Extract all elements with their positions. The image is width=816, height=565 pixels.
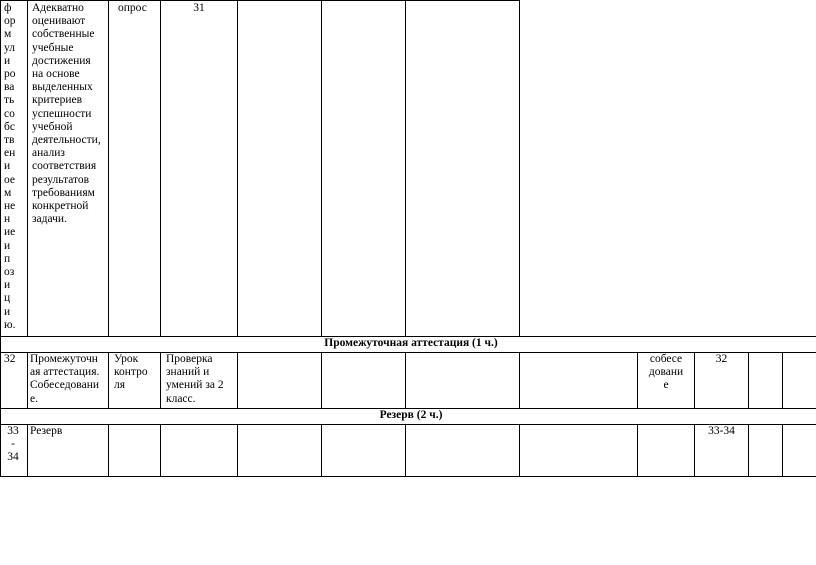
cell-row33-num: 33 - 34 <box>7 425 19 464</box>
cell-row32-num: 32 <box>4 353 16 365</box>
cell-row32-control: собесе довани е <box>648 353 684 392</box>
cell-lesson-number: 31 <box>193 2 205 14</box>
cell-row32-topic: Промежуточн ая аттестация. Собеседовани е. <box>30 353 100 405</box>
cell-skill-vertical: ф ор м ул и ро ва ть со бс тв ен и ое м не н ие и п оз и ц и ю. <box>4 2 16 331</box>
cell-outcome-description: Адекватно оценивают собственные учебные достижения на основе выделенных критериев успешности учебной деятельности, анализ соответствия результатов требованиям конкретной задачи. <box>32 2 101 226</box>
cell-row33-hours: 33-34 <box>708 425 735 437</box>
cell-row32-content: Проверка знаний и умений за 2 класс. <box>166 353 224 405</box>
cell-row32-hours: 32 <box>715 353 728 365</box>
cell-control-form: опрос <box>118 2 147 14</box>
section-header-intermediate: Промежуточная аттестация (1 ч.) <box>324 337 498 349</box>
section-header-reserve: Резерв (2 ч.) <box>379 409 443 421</box>
cell-row33-topic: Резерв <box>30 425 63 437</box>
cell-row32-lesson-type: Урок контро ля <box>114 353 148 392</box>
